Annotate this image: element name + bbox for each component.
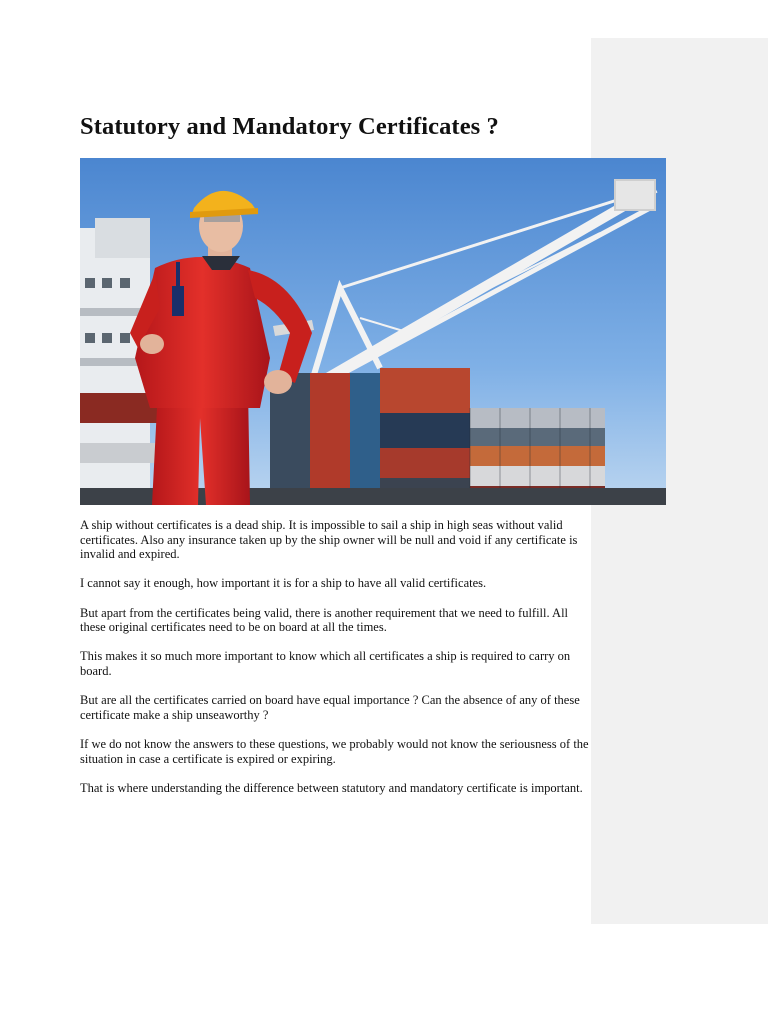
- container-stack-main: [270, 368, 470, 503]
- paragraph: I cannot say it enough, how important it is for a ship to have all valid certificates.: [80, 576, 487, 591]
- paragraph: That is where understanding the difference between statutory and mandatory certificate is important.: [80, 780, 583, 795]
- paragraph: But apart from the certificates being valid, there is another requirement that we need to fulfill. All these original certificates need to be on board at all the times.: [80, 605, 569, 635]
- dock-worker-photo-icon: [80, 158, 666, 505]
- page-title: Statutory and Mandatory Certificates ?: [80, 113, 499, 140]
- paragraph: If we do not know the answers to these questions, we probably would not know the seriousness of the situation in case a certificate is expired or expiring.: [80, 736, 589, 766]
- paragraph: But are all the certificates carried on board have equal importance ? Can the absence of any of these certificate make a ship unseaworthy ?: [80, 693, 580, 722]
- hero-image: [80, 158, 666, 505]
- article-body: [80, 518, 592, 810]
- paragraph: A ship without certificates is a dead ship. It is impossible to sail a ship in high seas without valid certificates. Also any insurance taken up by the ship owner will be null and void if any certificate is invalid and expired.: [80, 518, 578, 562]
- paragraph: This makes it so much more important to know which all certificates a ship is required to carry on board.: [80, 649, 571, 678]
